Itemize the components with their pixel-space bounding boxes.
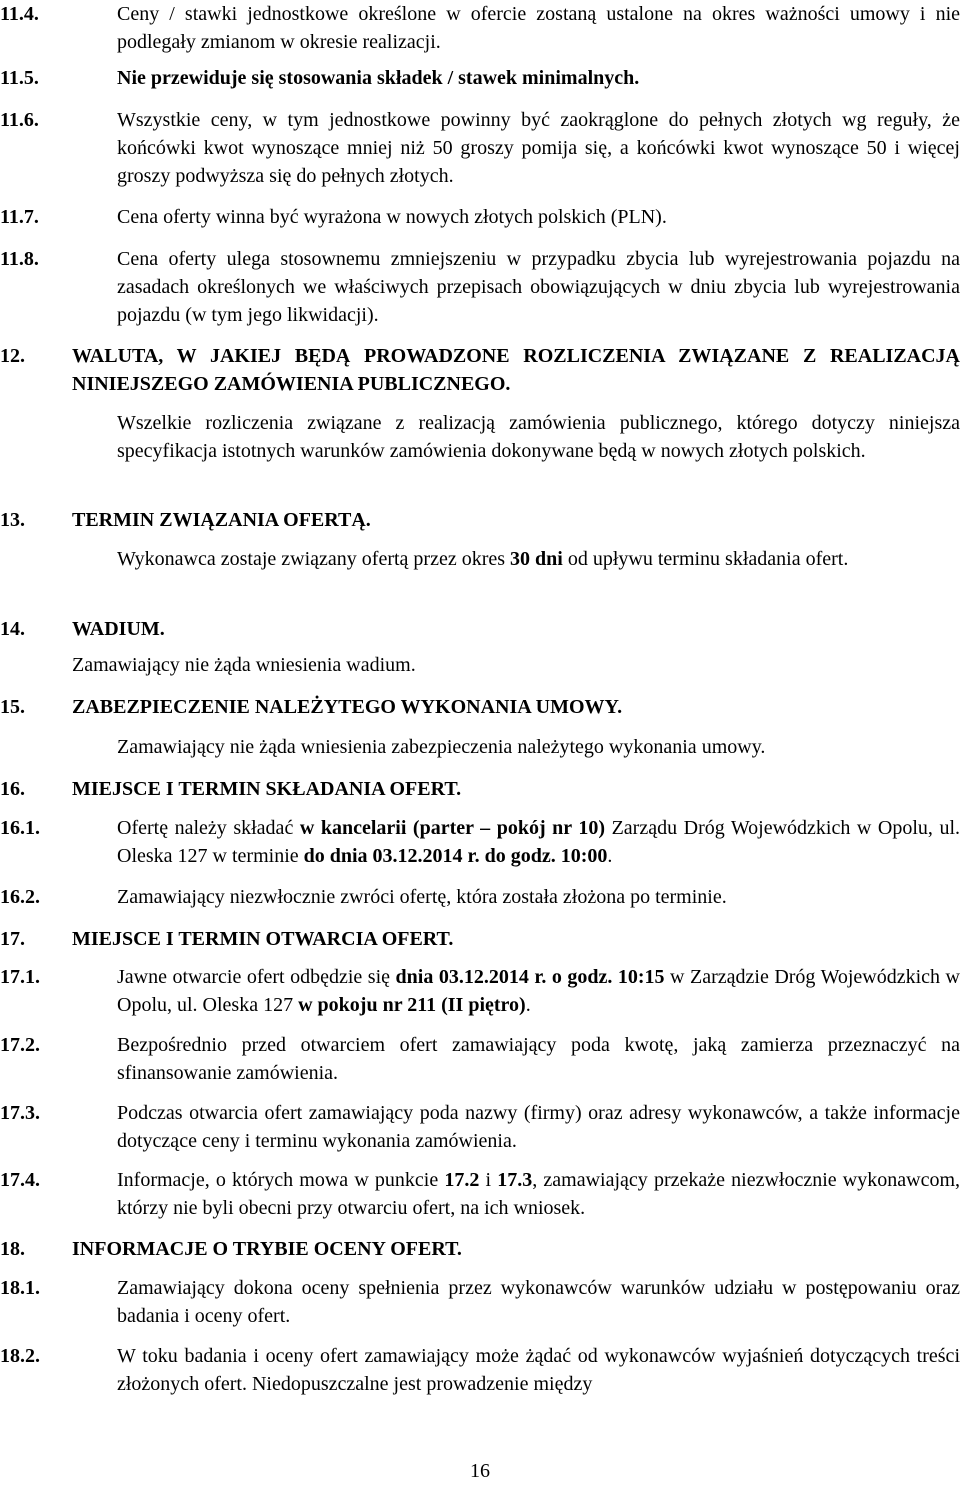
text-run-bold: do dnia 03.12.2014 r. do godz. 10:00 [303, 845, 608, 867]
text-run: . [607, 845, 613, 867]
clause-text: Zamawiający dokona oceny spełnienia przez wykonawców warunków udziału w postępowaniu oraz badania i oceny ofert. [117, 1277, 960, 1327]
text-run: Zarządu Dróg Wojewódzkich w Opolu, ul. Oleska 127 w terminie [117, 817, 960, 867]
section-14-body: Zamawiający nie żąda wniesienia wadium. [72, 654, 416, 676]
section-13-body [117, 545, 960, 573]
text-run: w Zarządzie Dróg Wojewódzkich w Opolu, ul. Oleska 127 [117, 966, 960, 1016]
section-number: 16. [0, 778, 25, 800]
body-text: od upływu terminu składania ofert. [562, 548, 849, 570]
clause-17-4 [0, 1166, 960, 1222]
clause-16-1 [0, 814, 960, 870]
clause-number: 11.6. [0, 109, 39, 131]
text-run: , zamawiający przekaże niezwłocznie wykonawcom, którzy nie byli obecni przy otwarciu ofert, na ich wniosek. [117, 1169, 960, 1219]
text-run-bold: w kancelarii (parter – pokój nr 10) [299, 817, 606, 839]
section-15 [0, 693, 960, 721]
clause-text: Wszystkie ceny, w tym jednostkowe powinny być zaokrąglone do pełnych złotych wg reguły, że końcówki kwot wynoszące mniej niż 50 groszy pomija się, a końcówki kwot wynoszące 50 i więcej groszy podwyższa się do pełnych złotych. [117, 109, 960, 187]
section-number: 13. [0, 509, 25, 531]
section-number: 17. [0, 928, 25, 950]
section-13 [0, 506, 960, 534]
section-number: 14. [0, 618, 25, 640]
clause-text [117, 1166, 960, 1222]
section-14-body-row [0, 651, 960, 679]
clause-11-7 [0, 203, 960, 231]
clause-number: 17.1. [0, 966, 40, 988]
clause-number: 16.1. [0, 817, 40, 839]
clause-text: W toku badania i oceny ofert zamawiający może żądać od wykonawców wyjaśnień dotyczących treści złożonych ofert. Niedopuszczalne jest prowadzenie między [117, 1345, 960, 1395]
clause-text: Cena oferty winna być wyrażona w nowych złotych polskich (PLN). [117, 206, 667, 228]
section-number: 18. [0, 1238, 25, 1260]
clause-11-5 [0, 64, 960, 92]
section-heading: WALUTA, W JAKIEJ BĘDĄ PROWADZONE ROZLICZENIA ZWIĄZANE Z REALIZACJĄ NINIEJSZEGO ZAMÓWIENIA PUBLICZNEGO. [72, 345, 960, 395]
clause-text [117, 963, 960, 1019]
clause-18-2 [0, 1342, 960, 1398]
section-heading: MIEJSCE I TERMIN OTWARCIA OFERT. [72, 928, 454, 950]
clause-17-2 [0, 1031, 960, 1087]
clause-number: 16.2. [0, 886, 40, 908]
clause-11-6 [0, 106, 960, 190]
page-number: 16 [470, 1460, 490, 1482]
clause-18-1 [0, 1274, 960, 1330]
section-14 [0, 615, 960, 643]
clause-text [117, 814, 960, 870]
section-17 [0, 925, 960, 953]
clause-11-8 [0, 245, 960, 329]
text-run: Ofertę należy składać [117, 817, 300, 839]
clause-11-4 [0, 0, 960, 56]
text-run-bold: 17.2 [444, 1169, 480, 1191]
text-run: Informacje, o których mowa w punkcie [117, 1169, 445, 1191]
clause-number: 11.5. [0, 67, 39, 89]
body-text: Wykonawca zostaje związany ofertą przez okres [117, 548, 511, 570]
text-run: i [479, 1169, 498, 1191]
section-18 [0, 1235, 960, 1263]
clause-text: Ceny / stawki jednostkowe określone w ofercie zostaną ustalone na okres ważności umowy i nie podlegały zmianom w okresie realizacji. [117, 3, 960, 53]
clause-number: 11.8. [0, 248, 39, 270]
clause-number: 11.7. [0, 206, 39, 228]
section-12 [0, 342, 960, 398]
section-heading: INFORMACJE O TRYBIE OCENY OFERT. [72, 1238, 462, 1260]
section-heading: MIEJSCE I TERMIN SKŁADANIA OFERT. [72, 778, 462, 800]
section-15-body: Zamawiający nie żąda wniesienia zabezpieczenia należytego wykonania umowy. [117, 736, 766, 758]
clause-number: 11.4. [0, 3, 39, 25]
clause-16-2 [0, 883, 960, 911]
clause-text: Nie przewiduje się stosowania składek / stawek minimalnych. [117, 67, 640, 89]
clause-17-1 [0, 963, 960, 1019]
section-number: 15. [0, 696, 25, 718]
body-text-bold: 30 dni [510, 548, 563, 570]
section-12-body: Wszelkie rozliczenia związane z realizacją zamówienia publicznego, którego dotyczy niniejsza specyfikacja istotnych warunków zamówienia dokonywane będą w nowych złotych polskich. [117, 412, 960, 462]
text-run-bold: dnia 03.12.2014 r. o godz. 10:15 [395, 966, 665, 988]
clause-number: 18.2. [0, 1345, 40, 1367]
text-run-bold: w pokoju nr 211 (II piętro) [298, 994, 526, 1016]
clause-number: 17.2. [0, 1034, 40, 1056]
section-16 [0, 775, 960, 803]
clause-text: Podczas otwarcia ofert zamawiający poda nazwy (firmy) oraz adresy wykonawców, a także informacje dotyczące ceny i terminu wykonania zamówienia. [117, 1102, 960, 1152]
text-run: . [525, 994, 531, 1016]
clause-text: Bezpośrednio przed otwarciem ofert zamawiający poda kwotę, jaką zamierza przeznaczyć na sfinansowanie zamówienia. [117, 1034, 960, 1084]
clause-number: 18.1. [0, 1277, 40, 1299]
text-run: Jawne otwarcie ofert odbędzie się [117, 966, 396, 988]
clause-number: 17.3. [0, 1102, 40, 1124]
section-number: 12. [0, 345, 25, 367]
clause-number: 17.4. [0, 1169, 40, 1191]
section-heading: TERMIN ZWIĄZANIA OFERTĄ. [72, 509, 371, 531]
clause-text: Cena oferty ulega stosownemu zmniejszeniu w przypadku zbycia lub wyrejestrowania pojazdu na zasadach określonych we właściwych przepisach obowiązujących w dniu zbycia lub wyrejestrowania pojazdu (w tym jego likwidacji). [117, 248, 960, 326]
clause-17-3 [0, 1099, 960, 1155]
clause-text: Zamawiający niezwłocznie zwróci ofertę, która została złożona po terminie. [117, 886, 727, 908]
section-heading: WADIUM. [72, 618, 165, 640]
text-run-bold: 17.3 [497, 1169, 533, 1191]
section-heading: ZABEZPIECZENIE NALEŻYTEGO WYKONANIA UMOWY. [72, 696, 623, 718]
